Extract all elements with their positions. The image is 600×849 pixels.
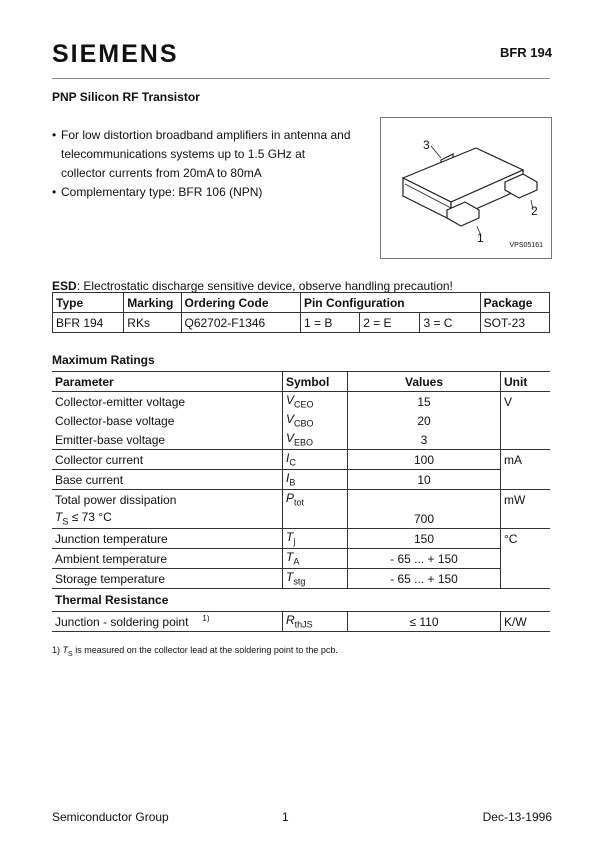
value: 10 [348, 470, 501, 490]
cell-package: SOT-23 [480, 313, 549, 333]
table-row [52, 569, 550, 589]
table-row [52, 529, 550, 549]
symbol: $V_{CBO}$ [283, 411, 348, 430]
thermal-title-row [52, 589, 550, 612]
unit: mA [501, 450, 551, 470]
table-row [52, 490, 550, 510]
table-row [52, 470, 550, 490]
header-unit: Unit [501, 372, 551, 392]
footer-date: Dec-13-1996 [482, 810, 552, 824]
unit [501, 569, 551, 589]
footer-page-number: 1 [282, 810, 289, 824]
symbol: $T_j$ [283, 529, 348, 549]
param: Base current [52, 470, 283, 490]
table-row [53, 313, 550, 333]
table-row [52, 411, 550, 430]
unit [501, 430, 551, 450]
footnote: 1) $T_S$ is measured on the collector lead at the soldering point to the pcb. [52, 645, 338, 658]
header-pin-configuration: Pin Configuration [300, 293, 480, 313]
unit [501, 549, 551, 569]
header-package: Package [480, 293, 549, 313]
unit [501, 509, 551, 529]
header-parameter: Parameter [52, 372, 283, 392]
table-row [52, 392, 550, 412]
symbol: $V_{CEO}$ [283, 392, 348, 412]
part-number: BFR 194 [499, 45, 552, 60]
value: 150 [348, 529, 501, 549]
pin2-label: 2 [531, 204, 538, 218]
table-row [52, 450, 550, 470]
header-type: Type [53, 293, 124, 313]
footer-company: Semiconductor Group [52, 810, 169, 824]
cell-type: BFR 194 [53, 313, 124, 333]
value: - 65 ... + 150 [348, 549, 501, 569]
unit [501, 470, 551, 490]
feature-list [52, 126, 352, 202]
brand-logo: SIEMENS [52, 40, 179, 68]
param: $T_S \le 73$ °C [55, 510, 112, 527]
cell-marking: RKs [124, 313, 181, 333]
esd-notice [52, 279, 453, 293]
param: Emitter-base voltage [55, 432, 166, 447]
ratings-header-row [52, 372, 550, 392]
value: - 65 ... + 150 [348, 569, 501, 589]
sot23-package-drawing [381, 118, 551, 258]
value: 20 [348, 411, 501, 430]
symbol: $R_{thJS}$ [283, 612, 348, 632]
document-subtitle: PNP Silicon RF Transistor [52, 90, 200, 104]
unit: mW [501, 490, 551, 510]
param: Junction - soldering point $^{1)}$ [52, 612, 283, 632]
value: 100 [348, 450, 501, 470]
package-figure [380, 117, 552, 259]
symbol [283, 509, 348, 529]
table-row [52, 549, 550, 569]
unit: °C [501, 529, 551, 549]
header-divider [52, 78, 550, 79]
table-row [52, 430, 550, 450]
feature-item: • Complementary type: BFR 106 (NPN) [52, 183, 352, 202]
header-ordering-code: Ordering Code [181, 293, 300, 313]
ordering-table [52, 292, 550, 333]
param: Junction temperature [52, 529, 283, 549]
cell-ordering-code: Q62702-F1346 [181, 313, 300, 333]
symbol: $I_C$ [283, 450, 348, 470]
value: 15 [348, 392, 501, 412]
table-row [52, 612, 550, 632]
cell-pin1: 1 = B [300, 313, 359, 333]
param: Storage temperature [52, 569, 283, 589]
symbol: $T_{stg}$ [283, 569, 348, 589]
unit [501, 411, 551, 430]
max-ratings-title: Maximum Ratings [52, 353, 155, 367]
pin1-label: 1 [477, 231, 484, 245]
unit: V [501, 392, 551, 412]
header-values: Values [348, 372, 501, 392]
param: Collector-base voltage [55, 413, 175, 428]
cell-pin2: 2 = E [360, 313, 420, 333]
header-marking: Marking [124, 293, 181, 313]
cell-pin3: 3 = C [420, 313, 480, 333]
feature-item: • For low distortion broadband amplifiers in antenna and telecommunications systems up to 1.5 GHz at collector currents from 20mA to 80mA [52, 126, 352, 183]
symbol: $T_A$ [283, 549, 348, 569]
esd-text: : Electrostatic discharge sensitive device, observe handling precaution! [76, 279, 453, 293]
value: 3 [348, 430, 501, 450]
param: Ambient temperature [52, 549, 283, 569]
symbol: $P_{tot}$ [283, 490, 348, 510]
symbol: $V_{EBO}$ [283, 430, 348, 450]
value: ≤ 110 [348, 612, 501, 632]
symbol: $I_B$ [283, 470, 348, 490]
max-ratings-table [52, 371, 550, 632]
ordering-header-row [53, 293, 550, 313]
table-row [52, 509, 550, 529]
param: Collector current [52, 450, 283, 470]
pin3-label: 3 [423, 138, 430, 152]
param: Collector-emitter voltage [55, 394, 186, 409]
package-code: VPS05161 [509, 242, 543, 249]
esd-label: ESD [52, 279, 77, 293]
header-symbol: Symbol [283, 372, 348, 392]
value: 700 [348, 509, 501, 529]
param: Total power dissipation [52, 490, 283, 510]
unit: K/W [501, 612, 551, 632]
value [348, 490, 501, 510]
thermal-title: Thermal Resistance [52, 589, 550, 612]
